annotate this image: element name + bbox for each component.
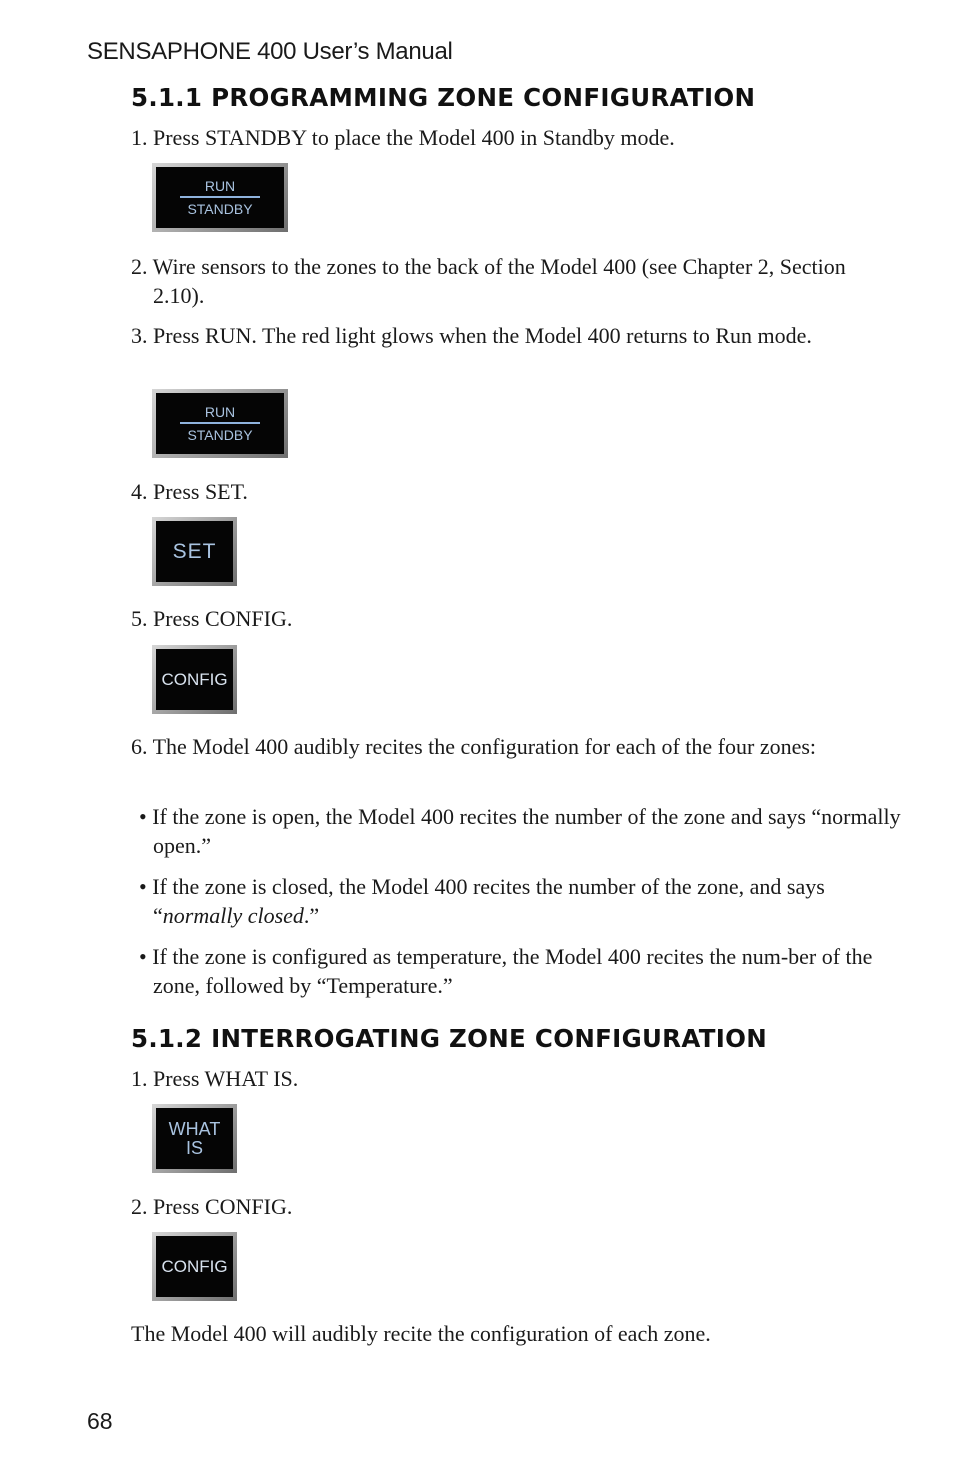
standby-label: STANDBY <box>187 201 253 217</box>
set-key <box>152 517 237 586</box>
run-standby-key-2 <box>152 389 288 458</box>
section-heading-interrogating: 5.1.2 INTERROGATING ZONE CONFIGURATION <box>131 1024 768 1053</box>
step-1-standby: 1. Press STANDBY to place the Model 400 in Standby mode. <box>131 125 675 150</box>
config-label: CONFIG <box>161 669 228 689</box>
bullet-normally-closed-post: .” <box>303 903 320 928</box>
step-2-wire-sensors: 2. Wire sensors to the zones to the back of the Model 400 (see Chapter 2, Section 2.10). <box>131 254 846 308</box>
step-6-recites-config: 6. The Model 400 audibly recites the configuration for each of the four zones: <box>131 734 817 759</box>
set-label: SET <box>172 539 217 563</box>
what-is-key <box>152 1104 237 1173</box>
bullet-normally-closed-emphasis: normally closed <box>162 903 304 928</box>
bullet-temperature: • If the zone is configured as temperature, the Model 400 recites the num-ber of the zone, followed by “Temperature.” <box>139 944 873 998</box>
key-divider <box>180 422 260 424</box>
config-label: CONFIG <box>161 1256 228 1276</box>
page-number: 68 <box>87 1408 113 1434</box>
bullet-normally-closed-pre: • If the zone is closed, the Model 400 recites the number of the zone, and says “ <box>139 874 825 928</box>
step-3-press-run: 3. Press RUN. The red light glows when the Model 400 returns to Run mode. <box>131 323 812 348</box>
step-4-press-set: 4. Press SET. <box>131 479 248 504</box>
what-label: WHAT <box>168 1118 221 1139</box>
section-heading-programming: 5.1.1 PROGRAMMING ZONE CONFIGURATION <box>131 83 756 112</box>
running-header: SENSAPHONE 400 User’s Manual <box>87 38 453 65</box>
is-label: IS <box>185 1137 203 1158</box>
bullet-normally-open: • If the zone is open, the Model 400 recites the number of the zone and says “normally open.” <box>139 804 901 858</box>
standby-label: STANDBY <box>187 427 253 443</box>
run-standby-key-1 <box>152 163 288 232</box>
key-divider <box>180 196 260 198</box>
closing-sentence: The Model 400 will audibly recite the configuration of each zone. <box>131 1321 711 1346</box>
config-key-2 <box>152 1232 237 1301</box>
bullet-normally-closed <box>131 872 873 930</box>
run-label: RUN <box>204 404 236 420</box>
step-2-press-config: 2. Press CONFIG. <box>131 1194 293 1219</box>
run-label: RUN <box>204 178 236 194</box>
step-5-press-config: 5. Press CONFIG. <box>131 606 293 631</box>
config-key-1 <box>152 645 237 714</box>
step-1-press-what-is: 1. Press WHAT IS. <box>131 1066 299 1091</box>
